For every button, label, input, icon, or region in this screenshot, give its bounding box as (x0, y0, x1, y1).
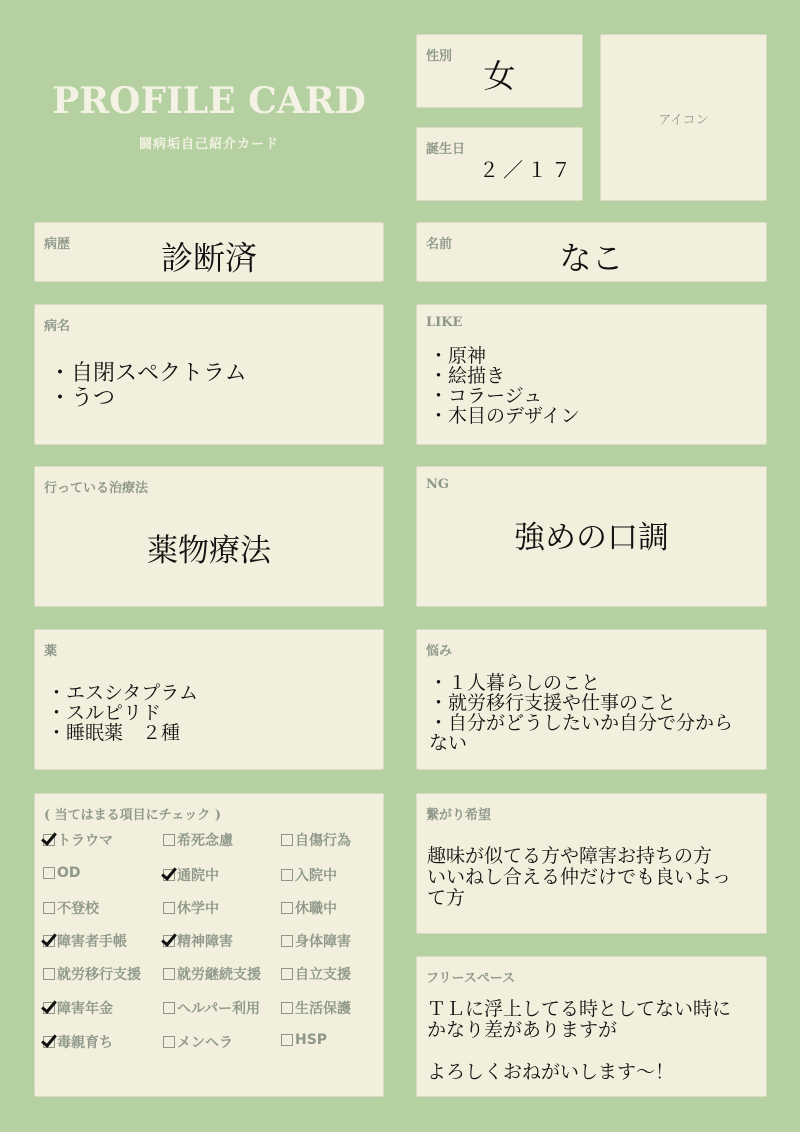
history-value: 診断済 (160, 239, 257, 277)
checkbox-icon[interactable] (163, 1002, 175, 1014)
checklist-item-label: 希死念慮 (177, 833, 233, 849)
like-label: LIKE (426, 315, 463, 330)
checklist-item[interactable] (43, 931, 127, 951)
checklist-item[interactable] (163, 998, 260, 1018)
checklist-item[interactable] (163, 931, 233, 951)
checkbox-icon[interactable] (281, 1034, 293, 1046)
checklist-item[interactable] (163, 898, 219, 918)
checkbox-icon[interactable] (163, 834, 175, 846)
card-subtitle: 闘病垢自己紹介カード (138, 137, 279, 152)
checklist-item[interactable] (281, 998, 351, 1018)
treatment-label: 行っている治療法 (44, 481, 149, 496)
checklist-item-label: 不登校 (57, 901, 99, 917)
checklist-item-label: メンヘラ (177, 1035, 233, 1051)
checkbox-icon[interactable] (43, 902, 55, 914)
disease-box (34, 304, 384, 445)
checklist-item[interactable] (43, 1032, 113, 1052)
list-item: ・１人暮らしのこと (429, 672, 601, 694)
birthday-label: 誕生日 (426, 142, 466, 157)
checked-box-icon[interactable] (163, 935, 175, 947)
checklist-item-label: トラウマ (57, 833, 113, 849)
checklist-item-label: 休職中 (295, 901, 337, 917)
checklist-item[interactable] (281, 830, 351, 850)
checklist-item[interactable] (163, 865, 219, 885)
connect-box (416, 793, 767, 934)
worries-box (416, 629, 767, 770)
list-item: ・絵描き (429, 365, 506, 387)
checkbox-icon[interactable] (281, 834, 293, 846)
gender-value: 女 (483, 57, 516, 95)
name-label: 名前 (426, 237, 453, 252)
free-text: ＴＬに浮上してる時としてない時に かなり差がありますが よろしくおねがいします～！ (427, 998, 732, 1083)
checkbox-icon[interactable] (43, 867, 55, 879)
list-item: ・うつ (49, 386, 116, 411)
checklist-item-label: 入院中 (295, 868, 337, 884)
checklist-item[interactable] (163, 830, 233, 850)
checklist-item-label: 通院中 (177, 868, 219, 884)
list-item: ・原神 (429, 345, 487, 367)
free-box (416, 956, 767, 1097)
medicine-list (47, 683, 198, 743)
free-label: フリースペース (426, 971, 516, 986)
checklist-item[interactable] (43, 830, 113, 850)
ng-box (416, 466, 767, 607)
list-item: ・自閉スペクトラム (49, 361, 247, 386)
checked-box-icon[interactable] (43, 935, 55, 947)
list-item: ない (429, 732, 468, 754)
checklist-item[interactable] (43, 964, 141, 984)
checklist-item-label: OD (57, 865, 81, 881)
treatment-box (34, 466, 384, 607)
treatment-value: 薬物療法 (147, 533, 271, 569)
disease-list (49, 361, 247, 411)
checkbox-icon[interactable] (281, 902, 293, 914)
list-item: ・スルピリド (47, 702, 162, 724)
avatar-label: アイコン (658, 113, 709, 128)
checklist-item-label: 自傷行為 (295, 833, 351, 849)
checklist-item-label: HSP (295, 1032, 328, 1048)
checkbox-icon[interactable] (281, 935, 293, 947)
like-list (429, 346, 580, 426)
checkbox-icon[interactable] (281, 869, 293, 881)
gender-label: 性別 (426, 49, 453, 64)
checklist-item-label: ヘルパー利用 (177, 1001, 261, 1017)
checklist-box (34, 793, 384, 1097)
checklist-item[interactable] (163, 1032, 233, 1052)
worries-list (429, 673, 733, 753)
card-title: PROFILE CARD (52, 80, 366, 122)
checkbox-icon[interactable] (163, 968, 175, 980)
ng-label: NG (426, 477, 449, 492)
disease-label: 病名 (44, 319, 71, 334)
checklist-item[interactable] (281, 865, 337, 885)
gender-box (416, 34, 583, 108)
checklist-item-label: 身体障害 (295, 934, 351, 950)
connect-text: 趣味が似てる方や障害お持ちの方 いいねし合える仲だけでも良いよっ て方 (427, 845, 732, 909)
checklist-item-label: 障害者手帳 (57, 934, 127, 950)
checklist-item-label: 就労移行支援 (57, 967, 141, 983)
ng-value: 強めの口調 (514, 520, 669, 556)
like-box (416, 304, 767, 445)
list-item: ・睡眠薬 ２種 (47, 722, 181, 744)
checklist-item[interactable] (163, 964, 261, 984)
checklist-item[interactable] (43, 998, 113, 1018)
checklist-item[interactable] (281, 931, 351, 951)
checklist-item-label: 毒親育ち (57, 1035, 113, 1051)
checkbox-icon[interactable] (43, 968, 55, 980)
checkbox-icon[interactable] (163, 1036, 175, 1048)
checked-box-icon[interactable] (43, 1002, 55, 1014)
checklist-item[interactable] (43, 898, 99, 918)
medicine-box (34, 629, 384, 770)
medicine-label: 薬 (44, 644, 58, 659)
checklist-item-label: 生活保護 (295, 1001, 351, 1017)
worries-label: 悩み (426, 644, 453, 659)
list-item: ・就労移行支援や仕事のこと (429, 692, 677, 714)
checked-box-icon[interactable] (43, 1036, 55, 1048)
checklist-item-label: 就労継続支援 (177, 967, 261, 983)
checkbox-icon[interactable] (163, 902, 175, 914)
checkbox-icon[interactable] (281, 968, 293, 980)
birthday-value: ２／１７ (479, 158, 575, 182)
avatar (600, 34, 767, 201)
history-box (34, 222, 384, 282)
checklist-item[interactable] (281, 898, 337, 918)
checked-box-icon[interactable] (43, 834, 55, 846)
checked-box-icon[interactable] (163, 869, 175, 881)
checkbox-icon[interactable] (281, 1002, 293, 1014)
connect-label: 繋がり希望 (426, 808, 492, 823)
checklist-item-label: 精神障害 (177, 934, 233, 950)
checklist-item[interactable] (281, 1032, 327, 1048)
checklist-item-label: 障害年金 (57, 1001, 113, 1017)
list-item: ・コラージュ (429, 385, 543, 407)
history-label: 病歴 (44, 237, 71, 252)
list-item: ・木目のデザイン (429, 405, 580, 427)
name-box (416, 222, 767, 282)
checklist-item-label: 休学中 (177, 901, 219, 917)
checklist-label: ( 当てはまる項目にチェック ) (44, 808, 221, 823)
birthday-box (416, 127, 583, 201)
name-value: なこ (559, 239, 624, 277)
checklist-item[interactable] (43, 865, 81, 881)
list-item: ・自分がどうしたいか自分で分から (429, 712, 734, 734)
checklist-item-label: 自立支援 (295, 967, 351, 983)
list-item: ・エスシタプラム (47, 682, 199, 704)
checklist-item[interactable] (281, 964, 351, 984)
